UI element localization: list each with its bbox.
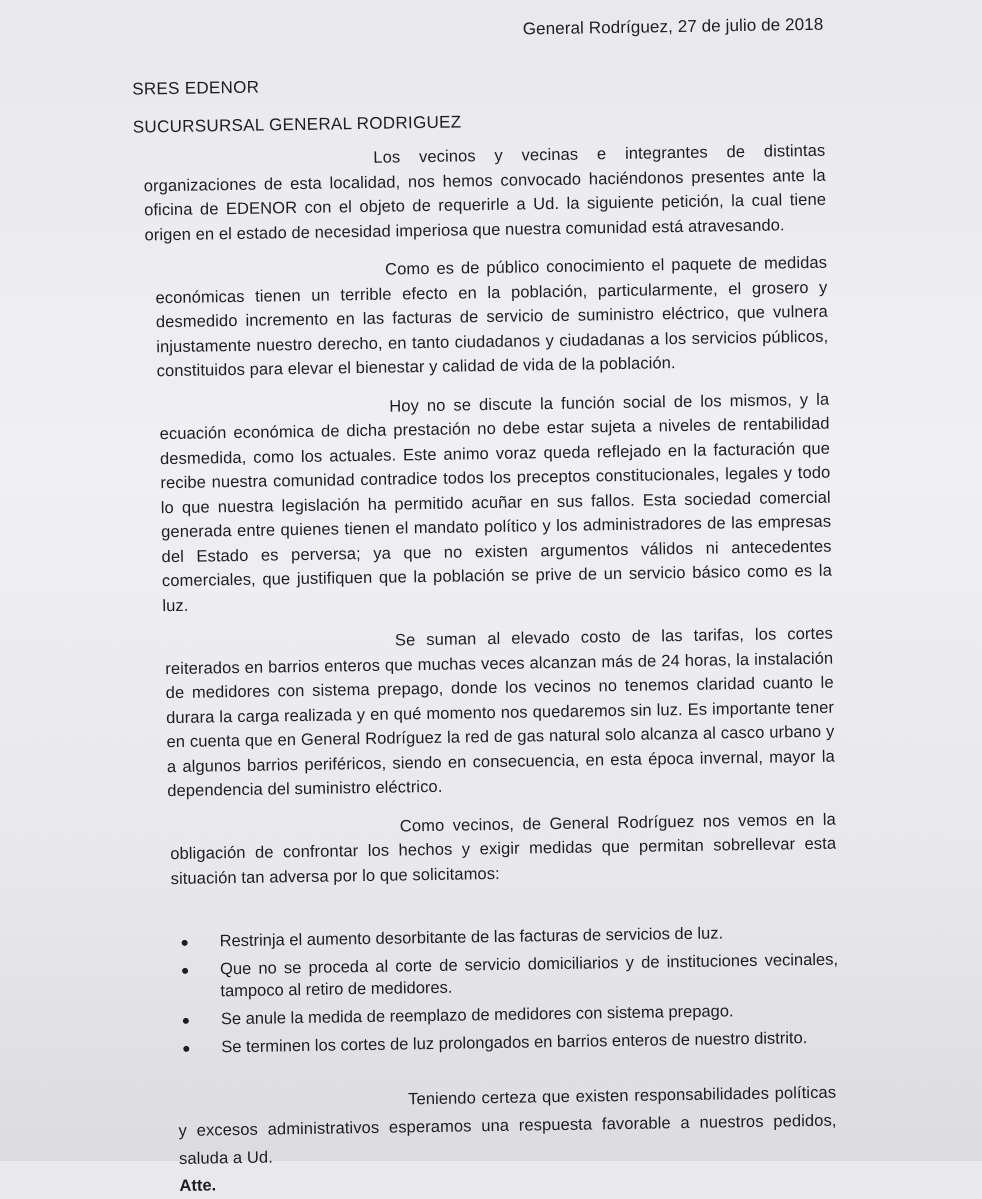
signoff: Atte. — [179, 1176, 217, 1195]
list-item — [183, 999, 839, 1031]
bullet-icon — [183, 1046, 189, 1052]
bullet-icon — [183, 1018, 189, 1024]
paragraph-intro: Los vecinos y vecinas e integrantes de distintas organizaciones de esta localidad, nos hemos convocado haciéndonos presentes ante la oficina de EDENOR con el objeto de requerirle a Ud. la siguiente petición, la cual tiene origen en el estado de necesidad imperiosa que nuestra comunidad está atravesando. — [143, 141, 827, 244]
date-line: General Rodríguez, 27 de julio de 2018 — [522, 14, 824, 39]
paragraph-economic-measures: Como es de público conocimiento el paquete de medidas económicas tienen un terrible efecto en la población, particularmente, el grosero y desmedido incremento en las facturas de servicio de suministro eléctrico, que vulnera injustamente nuestro derecho, en tanto ciudadanos y ciudadanas a los servicios públicos, constituidos para elevar el bienestar y calidad de vida de la población. — [155, 253, 829, 381]
paragraph-power-cuts: Se suman al elevado costo de las tarifas, los cortes reiterados en barrios enteros que muchas veces alcanzan más de 24 horas, la instalación de medidores con sistema prepago, donde los vecinos no tenemos claridad cuanto le durara la carga realizada y en qué momento nos quedaremos sin luz. Es importante tener en cuenta que en General Rodríguez la red de gas natural solo alcanza al casco urbano y a algunos barrios periféricos, siendo en consecuencia, en esta época invernal, mayor la dependencia del suministro eléctrico. — [165, 624, 835, 801]
bullet-icon — [182, 968, 188, 974]
recipient-branch: SUCURSURSAL GENERAL RODRIGUEZ — [132, 112, 462, 137]
list-item — [183, 1027, 839, 1059]
paragraph-social-function: Hoy no se discute la función social de los mismos, y la ecuación económica de dicha prestación no debe estar sujeta a niveles de rentabilidad desmedida, como los actuales. Este animo voraz queda reflejado en la facturación que recibe nuestra comunidad contradice todos los preceptos constitucionales, legales y todo lo que nuestra legislación ha permitido acuñar en sus fallos. Esta sociedad comercial generada entre quienes tienen el mandato político y los administradores de las empresas del Estado es perversa; ya que no existen argumentos válidos ni antecedentes comerciales, que justifiquen que la población se prive de un servicio básico como es la luz. — [159, 390, 833, 615]
request-text: Que no se proceda al corte de servicio domiciliarios y de instituciones vecinales, tampoco al retiro de medidores. — [219, 950, 839, 1001]
paragraph-closing: Teniendo certeza que existen responsabilidades políticas y excesos administrativos esperamos una respuesta favorable a nuestros pedidos, saluda a Ud. — [178, 1083, 837, 1168]
request-text: Se anule la medida de reemplazo de medidores con sistema prepago. — [220, 1002, 734, 1029]
paragraph-request-intro: Como vecinos, de General Rodríguez nos vemos en la obligación de confrontar los hechos y exigir medidas que permitan sobrellevar esta situación tan adversa por lo que solicitamos: — [170, 810, 837, 888]
list-item — [182, 949, 839, 1003]
request-text: Se terminen los cortes de luz prolongados en barrios enteros de nuestro distrito. — [221, 1029, 808, 1057]
request-list — [181, 921, 839, 1059]
bullet-icon — [182, 940, 188, 946]
list-item — [181, 921, 837, 953]
recipient-name: SRES EDENOR — [132, 77, 260, 99]
request-text: Restrinja el aumento desorbitante de las facturas de servicios de luz. — [219, 924, 724, 951]
